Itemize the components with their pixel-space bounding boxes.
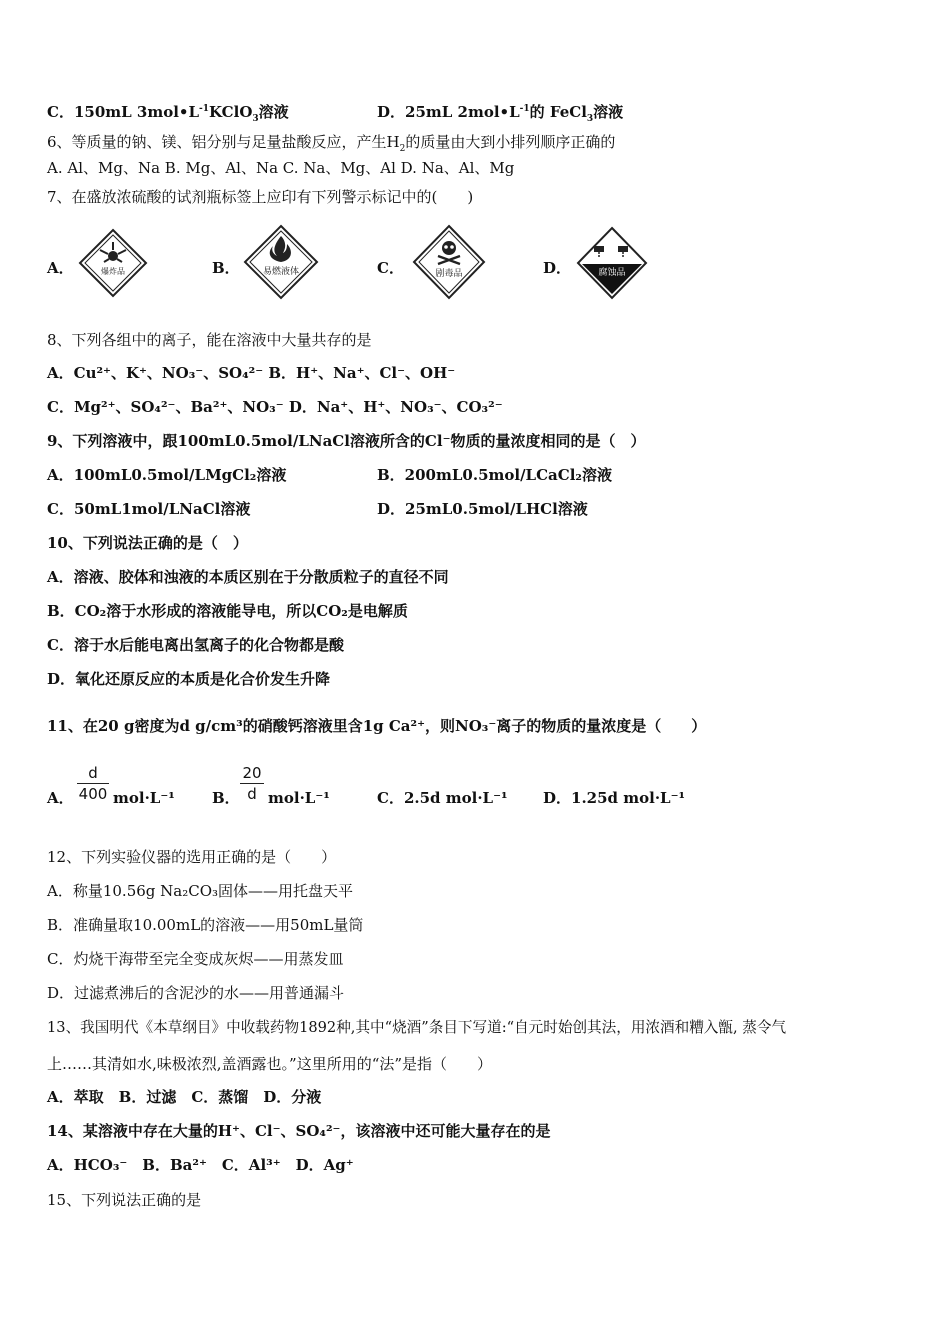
q7-label-a: A． xyxy=(47,259,74,277)
fraction-a-denominator: 400 xyxy=(78,785,108,803)
q11-option-c: C．2.5d mol·L⁻¹ xyxy=(377,789,508,807)
q14-options: A．HCO₃⁻ B．Ba²⁺ C．Al³⁺ D．Ag⁺ xyxy=(47,1156,354,1174)
q11-unit-b: mol·L⁻¹ xyxy=(268,789,330,807)
fraction-a-numerator: d xyxy=(88,764,98,782)
sign-d-text: 腐蚀品 xyxy=(598,268,626,278)
q9-option-c: C．50mL1mol/LNaCl溶液 xyxy=(47,500,251,518)
q11-label-a: A． xyxy=(47,789,74,807)
q12-option-b: B．准确量取10.00mL的溶液——用50mL量筒 xyxy=(47,916,364,934)
q13-options: A．萃取 B．过滤 C．蒸馏 D．分液 xyxy=(47,1088,322,1106)
toxic-sign-icon xyxy=(412,224,486,300)
q11-label-b: B． xyxy=(212,789,240,807)
q11-fraction-a xyxy=(77,764,109,803)
q10-stem: 10、下列说法正确的是（ ） xyxy=(47,534,248,552)
sign-a-text: 爆炸品 xyxy=(101,267,125,276)
flammable-sign-icon xyxy=(243,224,319,300)
q7-label-d: D． xyxy=(543,259,572,277)
q12-option-d: D．过滤煮沸后的含泥沙的水——用普通漏斗 xyxy=(47,984,345,1002)
fraction-b-numerator: 20 xyxy=(242,764,262,782)
fraction-b-denominator: d xyxy=(247,785,257,803)
q6-options: A. Al、Mg、Na B. Mg、Al、Na C. Na、Mg、Al D. Na、Al、Mg xyxy=(47,159,515,177)
q11-unit-a: mol·L⁻¹ xyxy=(113,789,175,807)
q13-stem-line2: 上……其清如水,味极浓烈,盖酒露也。”这里所用的“法”是指（ ） xyxy=(47,1055,493,1073)
q8-stem: 8、下列各组中的离子，能在溶液中大量共存的是 xyxy=(47,331,372,349)
q7-label-c: C． xyxy=(377,259,404,277)
q14-stem: 14、某溶液中存在大量的H⁺、Cl⁻、SO₄²⁻，该溶液中还可能大量存在的是 xyxy=(47,1122,551,1140)
explosive-sign-icon xyxy=(78,228,148,298)
q10-option-d: D．氧化还原反应的本质是化合价发生升降 xyxy=(47,670,331,688)
q10-option-c: C．溶于水后能电离出氢离子的化合物都是酸 xyxy=(47,636,344,654)
q6-stem: 6、等质量的钠、镁、铝分别与足量盐酸反应，产生$H_2$的质量由大到小排列顺序正确的 xyxy=(47,133,616,154)
q8-options-cd: C．Mg²⁺、SO₄²⁻、Ba²⁺、NO₃⁻ D．Na⁺、H⁺、NO₃⁻、CO₃²⁻ xyxy=(47,398,503,416)
q9-option-b: B．200mL0.5mol/LCaCl₂溶液 xyxy=(377,466,612,484)
q9-stem: 9、下列溶液中，跟100mL0.5mol/LNaCl溶液所含的Cl⁻物质的量浓度相同的是（ ） xyxy=(47,432,646,450)
q12-stem: 12、下列实验仪器的选用正确的是（ ） xyxy=(47,848,337,866)
q5-option-d: D．25mL $2mol•L^{-1}$的 FeCl$_3$溶液 xyxy=(377,103,624,124)
q13-stem-line1: 13、我国明代《本草纲目》中收载药物1892种,其中“烧酒”条目下写道:“自元时始创其法，用浓酒和糟入甑, 蒸令气 xyxy=(47,1019,787,1036)
q15-stem: 15、下列说法正确的是 xyxy=(47,1191,202,1209)
corrosive-sign-icon xyxy=(576,226,648,300)
q7-label-b: B． xyxy=(212,259,240,277)
q8-options-ab: A．Cu²⁺、K⁺、NO₃⁻、SO₄²⁻ B．H⁺、Na⁺、Cl⁻、OH⁻ xyxy=(47,364,456,382)
sign-c-text: 剧毒品 xyxy=(435,269,463,279)
q12-option-c: C．灼烧干海带至完全变成灰烬——用蒸发皿 xyxy=(47,950,344,968)
q10-option-b: B．CO₂溶于水形成的溶液能导电，所以CO₂是电解质 xyxy=(47,602,408,620)
q10-option-a: A．溶液、胶体和浊液的本质区别在于分散质粒子的直径不同 xyxy=(47,568,449,586)
q7-stem: 7、在盛放浓硫酸的试剂瓶标签上应印有下列警示标记中的( ) xyxy=(47,188,474,206)
q5-option-c: C．150mL $3mol•L^{-1}KClO_3$溶液 xyxy=(47,103,289,124)
q9-option-d: D．25mL0.5mol/LHCl溶液 xyxy=(377,500,588,518)
q11-fraction-b xyxy=(240,764,264,803)
q12-option-a: A．称量10.56g Na₂CO₃固体——用托盘天平 xyxy=(47,882,354,900)
q11-stem: 11、在20 g密度为d g/cm³的硝酸钙溶液里含1g Ca²⁺，则NO₃⁻离子的物质的量浓度是（ ） xyxy=(47,717,707,735)
sign-b-text: 易燃液体 xyxy=(262,267,300,277)
q9-option-a: A．100mL0.5mol/LMgCl₂溶液 xyxy=(47,466,287,484)
q11-option-d: D．1.25d mol·L⁻¹ xyxy=(543,789,686,807)
